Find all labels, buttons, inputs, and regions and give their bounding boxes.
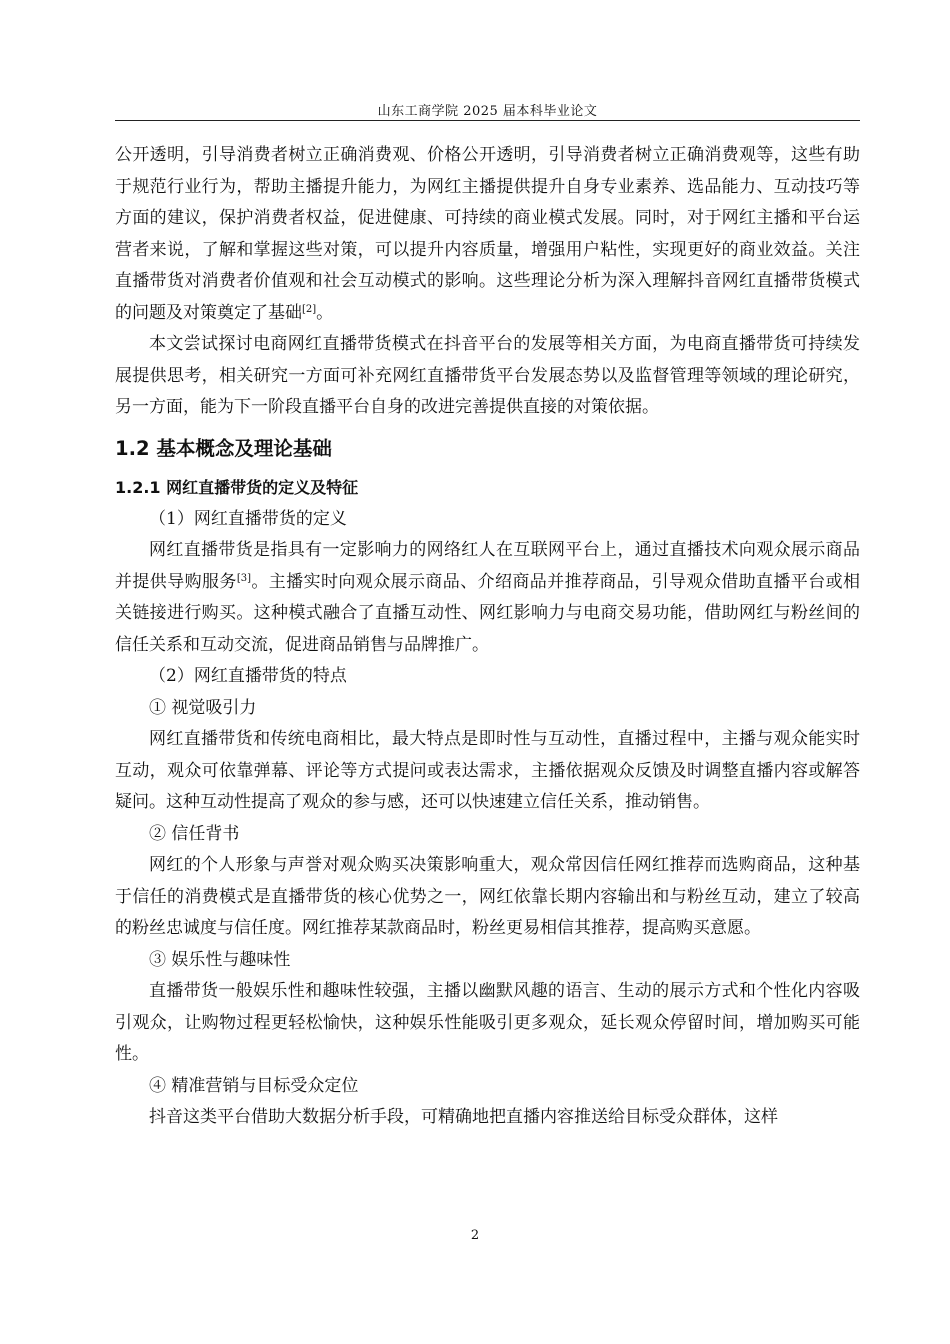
citation-ref: [3] [236, 572, 251, 584]
section-heading: 1.2 基本概念及理论基础 [115, 436, 332, 460]
paragraph-text: 网红直播带货是指具有一定影响力的网络红人在互联网平台上，通过直播技术向观众展示商品并提供导购服务 [115, 540, 860, 592]
citation-ref: [2] [302, 303, 317, 315]
paragraph: 网红的个人形象与声誉对观众购买决策影响重大，观众常因信任网红推荐而选购商品，这种基于信任的消费模式是直播带货的核心优势之一，网红依靠长期内容输出和与粉丝互动，建立了较高的粉丝忠诚度与信任度。网红推荐某款商品时，粉丝更易相信其推荐，提高购买意愿。 [115, 855, 860, 938]
paragraph-end: 。 [316, 302, 334, 323]
paragraph-continued [115, 140, 860, 329]
list-item-heading: ② 信任背书 [149, 823, 240, 844]
page-body [115, 140, 860, 1134]
paragraph-text: 。主播实时向观众展示商品、介绍商品并推荐商品，引导观众借助直播平台或相关链接进行购买。这种模式融合了直播互动性、网红影响力与电商交易功能，借助网红与粉丝间的信任关系和互动交流，促进商品销售与品牌推广。 [115, 571, 861, 655]
paragraph-definition [115, 535, 860, 661]
sub-heading-definition: （1）网红直播带货的定义 [149, 508, 347, 529]
list-item-heading: ④ 精准营销与目标受众定位 [149, 1075, 359, 1096]
list-item-heading: ① 视觉吸引力 [149, 697, 257, 718]
paragraph: 直播带货一般娱乐性和趣味性较强，主播以幽默风趣的语言、生动的展示方式和个性化内容吸引观众，让购物过程更轻松愉快，这种娱乐性能吸引更多观众，延长观众停留时间，增加购买可能性。 [115, 981, 860, 1064]
paragraph: 抖音这类平台借助大数据分析手段，可精确地把直播内容推送给目标受众群体，这样 [149, 1107, 778, 1127]
sub-heading-features: （2）网红直播带货的特点 [149, 666, 347, 686]
paragraph: 本文尝试探讨电商网红直播带货模式在抖音平台的发展等相关方面，为电商直播带货可持续发展提供思考，相关研究一方面可补充网红直播带货平台发展态势以及监督管理等领域的理论研究，另一方面，能为下一阶段直播平台自身的改进完善提供直接的对策依据。 [115, 334, 860, 417]
list-item-heading: ③ 娱乐性与趣味性 [149, 949, 291, 970]
paragraph-text: 公开透明，引导消费者树立正确消费观、价格公开透明，引导消费者树立正确消费观等，这些有助于规范行业行为，帮助主播提升能力，为网红主播提供提升自身专业素养、选品能力、互动技巧等方面的建议，保护消费者权益，促进健康、可持续的商业模式发展。同时，对于网红主播和平台运营者来说，了解和掌握这些对策，可以提升内容质量，增强用户粘性，实现更好的商业效益。关注直播带货对消费者价值观和社会互动模式的影响。这些理论分析为深入理解抖音网红直播带货模式的问题及对策奠定了基础 [115, 145, 860, 323]
paragraph: 网红直播带货和传统电商相比，最大特点是即时性与互动性，直播过程中，主播与观众能实时互动，观众可依靠弹幕、评论等方式提问或表达需求，主播依据观众反馈及时调整直播内容或解答疑问。这种互动性提高了观众的参与感，还可以快速建立信任关系，推动销售。 [115, 729, 860, 812]
running-header: 山东工商学院 2025 届本科毕业论文 [377, 104, 598, 119]
subsection-heading: 1.2.1 网红直播带货的定义及特征 [115, 477, 359, 497]
header-rule [115, 120, 860, 121]
page-number: 2 [470, 1228, 480, 1243]
